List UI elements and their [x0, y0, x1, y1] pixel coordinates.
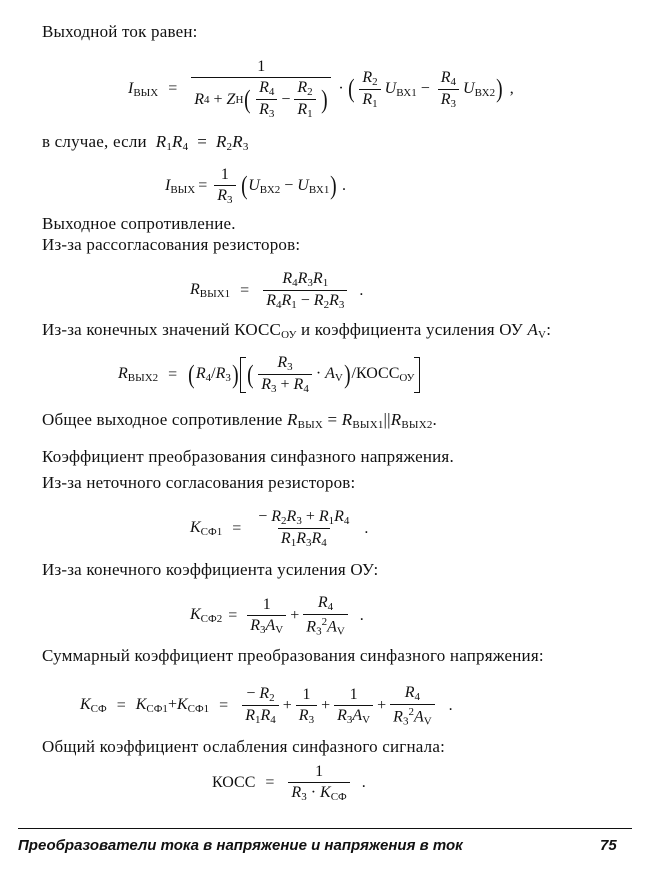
equation-simplified-current: $I_{ВЫХ}$ = $\frac{1}{R_3}$ ( $U_{ВХ2}$ − $U_{ВХ1}$ ) .	[165, 166, 347, 206]
footer-title: Преобразователи тока в напряжение и напряжения в ток	[18, 837, 463, 854]
text-output-current: Выходной ток равен:	[42, 22, 198, 41]
page-number: 75	[600, 837, 617, 854]
equation-kcm2: $K_{СФ2}$ = $\frac{1}{R_3A_V}$ + $\frac{R_4}{R_3^2A_V}$ .	[190, 594, 364, 638]
equation-rout1: $R_{ВЫХ1}$ = $\frac{R_4R_3R_1}{R_4R_1 - R_2R_3}$ .	[190, 270, 364, 311]
equation-cmrr: КОСС = $\frac{1}{R_3 \cdot K_{СФ}}$ .	[212, 763, 366, 803]
text-total-output-resistance: Общее выходное сопротивление $R_{ВЫХ} = R_{ВЫХ1}||R_{ВЫХ2}$.	[42, 410, 437, 431]
text-resistor-mismatch: Из-за рассогласования резисторов:	[42, 235, 301, 254]
equation-kcm1: $K_{СФ1}$ = $\frac{- R_2R_3 + R_1R_4}{R_1R_3R_4}$ .	[190, 508, 369, 549]
equation-output-current: $I_{ВЫХ}$ = 1 R 4 + Z Н ( $\frac{R_4}{R_3}$ − $\frac{R_2}{R_1}$ ) · ( $\frac{R_2}{R_1}$ $U_{ВХ1}$ − $\frac{R_4}{R_3}$ $U_{ВХ2}$ ) ,	[128, 58, 514, 120]
text-cmrr-total: Общий коэффициент ослабления синфазного сигнала:	[42, 737, 445, 756]
text-cm-conversion: Коэффициент преобразования синфазного напряжения.	[42, 447, 454, 466]
text-total-cm-conversion: Суммарный коэффициент преобразования синфазного напряжения:	[42, 646, 544, 665]
text-condition: в случае, если $R_1R_4 = R_2R_3$	[42, 132, 249, 153]
text-finite-cmrr: Из-за конечных значений $КОСС_{ОУ}$ и коэффициента усиления ОУ $A_V$:	[42, 320, 552, 341]
text-finite-gain: Из-за конечного коэффициента усиления ОУ:	[42, 560, 379, 579]
footer-rule	[18, 828, 632, 829]
text-inexact-match: Из-за неточного согласования резисторов:	[42, 473, 356, 492]
equation-kcm-total: $K_{СФ}$ = $K_{СФ1}+K_{СФ1}$ = $\frac{- R_2}{R_1R_4}$ + $\frac{1}{R_3}$ + $\frac{1}{R_3A_V}$ + $\frac{R_4}{R_3^2A_V}$ .	[80, 684, 453, 728]
text-output-resistance: Выходное сопротивление.	[42, 214, 236, 233]
equation-rout2: $R_{ВЫХ2}$ = ( $R_4/R_3$ ) ( $\frac{R_3}{R_3 + R_4}$ · $A_V$ ) $/КОСС_{ОУ}$	[118, 354, 420, 395]
